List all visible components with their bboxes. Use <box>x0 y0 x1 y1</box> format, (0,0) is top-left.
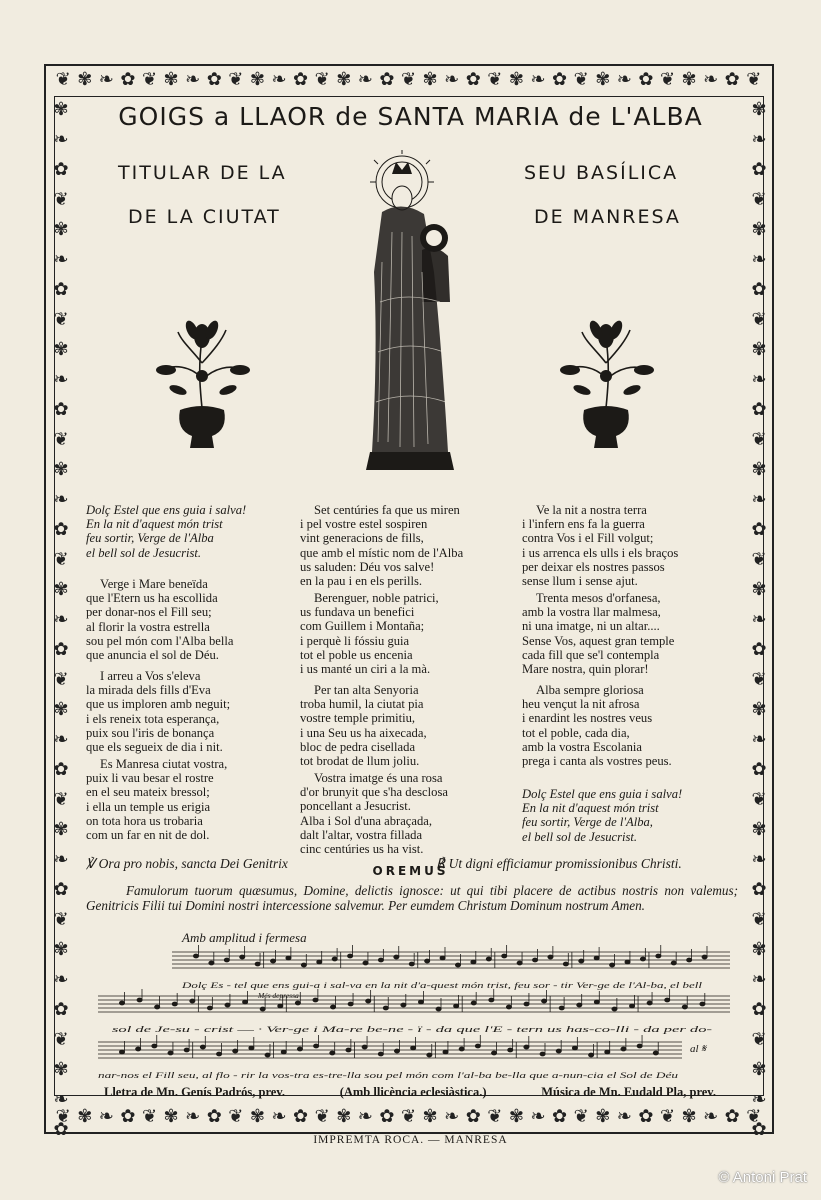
verse-line: i enardint les nostres veus <box>522 711 653 726</box>
note-head <box>172 1002 177 1006</box>
verse-line: us saluden: Déu vos salve! <box>300 559 435 574</box>
verse-line: sense llum i sense ajut. <box>522 574 638 589</box>
verse-line: tot el poble, cada dia, <box>522 725 630 740</box>
note-head <box>278 1004 283 1008</box>
note-head <box>508 1048 513 1052</box>
note-head <box>671 961 676 965</box>
note-head <box>471 1001 476 1005</box>
note-head <box>260 1007 265 1011</box>
note-head <box>209 961 214 965</box>
subtitle-left-2: DE LA CIUTAT <box>128 206 281 228</box>
verse-line: ni una imatge, ni un altar.... <box>522 619 660 634</box>
lyricist-credit: Lletra de Mn. Genís Padrós, prev. <box>104 1085 286 1099</box>
verse-line: que us imploren amb neguit; <box>86 697 231 712</box>
copyright-watermark: © Antoni Prat <box>718 1169 807 1186</box>
verse-line: on tota hora us trobaria <box>86 813 203 828</box>
dal-segno-marking: al 𝄋 <box>690 1043 707 1055</box>
note-head <box>594 956 599 960</box>
prayer-text: Famulorum tuorum quæsumus, Domine, delictis ignosce: ut qui tibi placere de actibus nostris non valemus; Genitricis Filii tui Domini nostri intercessione salvemur. Per eumdem Christum Dominum nostrum Amen. <box>86 883 738 913</box>
note-head <box>207 1006 212 1010</box>
note-head <box>297 1047 302 1051</box>
note-head <box>459 1047 464 1051</box>
lyrics-line-3: nar-nos el Fill seu, al flo - rir la vos-tra es-tre-lla sou pel món com l'al-ba be-lla que a-nun-cia el Sol de Déu <box>98 1071 678 1080</box>
bottom-ornament-band: ❦ ✾ ❧ ✿ ❦ ✾ ❧ ✿ ❦ ✾ ❧ ✿ ❦ ✾ ❧ ✿ ❦ ✾ ❧ ✿ ❦ ✾ ❧ ✿ ❦ ✾ ❧ ✿ ❦ ✾ ❧ ✿ ❦ <box>55 1106 763 1126</box>
verse-line: que anuncia el sol de Déu. <box>86 648 219 663</box>
note-head <box>542 999 547 1003</box>
verse-line: Es Manresa ciutat vostra, <box>100 757 228 771</box>
note-head <box>443 1050 448 1054</box>
note-head <box>265 1053 270 1057</box>
note-head <box>579 959 584 963</box>
verse-line: us fundava un benefici <box>300 605 415 620</box>
note-head <box>394 955 399 959</box>
verse-line: Vostra imatge és una rosa <box>314 771 443 785</box>
verse-line: prega i canta als vostres peus. <box>522 754 672 769</box>
left-ornament-band: ✾❧✿❦✾❧✿❦✾❧✿❦✾❧✿❦✾❧✿❦✾❧✿❦✾❧✿❦✾❧✿❦✾❧✿ <box>53 99 69 1139</box>
note-head <box>594 1000 599 1004</box>
madonna-and-child-image <box>352 152 470 472</box>
note-head <box>418 1000 423 1004</box>
note-head <box>193 954 198 958</box>
note-head <box>612 1007 617 1011</box>
note-head <box>137 998 142 1002</box>
verse-line: tot el poble us encenia <box>300 647 413 662</box>
verse-line: que els segueix de dia i nit. <box>86 740 223 755</box>
note-head <box>330 1005 335 1009</box>
note-head <box>255 962 260 966</box>
stanza <box>86 577 233 662</box>
note-head <box>665 998 670 1002</box>
note-head <box>394 1049 399 1053</box>
note-head <box>563 962 568 966</box>
note-head <box>702 955 707 959</box>
stanza <box>522 591 674 676</box>
verse-line: Berenguer, noble patrici, <box>314 591 439 605</box>
note-head <box>346 1048 351 1052</box>
note-head <box>233 1049 238 1053</box>
verse-line: en el seu mateix bressol; <box>86 785 210 800</box>
sheet-music <box>90 930 730 1084</box>
note-head <box>625 960 630 964</box>
note-head <box>240 955 245 959</box>
note-head <box>548 955 553 959</box>
verse-line: com un far en nit de dol. <box>86 828 210 843</box>
versicle: ℣ Ora pro nobis, sancta Dei Genitrix <box>86 856 288 871</box>
note-head <box>605 1050 610 1054</box>
stanza <box>300 503 463 588</box>
lyrics-line-2: sol de Je-su - crist ― · Ver-ge i Ma-re be-ne - ï - da que l'E - tern us has-co-lli - da per do- <box>112 1025 713 1034</box>
verse-line: Dolç Estel que ens guia i salva! <box>86 503 247 517</box>
verse-line: feu sortir, Verge de l'Alba, <box>522 815 653 830</box>
subtitle-right-2: DE MANRESA <box>534 206 681 228</box>
stanza <box>522 787 682 844</box>
note-head <box>401 1003 406 1007</box>
top-ornament-band: ❦ ✾ ❧ ✿ ❦ ✾ ❧ ✿ ❦ ✾ ❧ ✿ ❦ ✾ ❧ ✿ ❦ ✾ ❧ ✿ ❦ ✾ ❧ ✿ ❦ ✾ ❧ ✿ ❦ ✾ ❧ ✿ ❦ <box>55 69 763 89</box>
verse-line: puix li vau besar el rostre <box>86 771 214 786</box>
note-head <box>362 1045 367 1049</box>
verse-line: Ve la nit a nostra terra <box>536 503 647 517</box>
note-head <box>317 960 322 964</box>
verse-line: En la nit d'aquest món trist <box>522 801 659 816</box>
note-head <box>425 959 430 963</box>
verse-line: sou pel món com l'Alba bella <box>86 633 234 648</box>
stanza <box>522 503 678 588</box>
verse-line: cada fill que se'l contempla <box>522 647 660 662</box>
verse-line: la mirada dels fills d'Eva <box>86 683 211 698</box>
verse-line: i una Seu us ha aixecada, <box>300 725 427 740</box>
note-head <box>270 959 275 963</box>
note-head <box>363 961 368 965</box>
stanza <box>86 669 230 754</box>
note-head <box>313 998 318 1002</box>
note-head <box>243 1000 248 1004</box>
note-head <box>524 1002 529 1006</box>
verse-line: feu sortir, Verge de l'Alba <box>86 531 214 546</box>
stanza <box>300 771 448 856</box>
note-head <box>491 1051 496 1055</box>
stanza <box>300 591 439 676</box>
note-head <box>532 958 537 962</box>
note-head <box>119 1001 124 1005</box>
stanza <box>86 503 246 560</box>
oremus-heading: OREMUS <box>372 864 449 878</box>
lyrics-line-1: Dolç Es - tel que ens gui-a i sal-va en la nit d'a-quest món trist, feu sor - tir Ver-ge de l'Al-ba, el bell <box>180 981 704 990</box>
note-head <box>610 963 615 967</box>
tempo-change-marking: Més depressa <box>258 991 299 1000</box>
verse-line: i l'infern ens fa la guerra <box>522 517 645 532</box>
note-head <box>348 954 353 958</box>
verse-line: al florir la vostra estrella <box>86 619 210 634</box>
verse-line: contra Vos i el Fill volgut; <box>522 531 654 546</box>
verse-line: cinc centúries us ha vist. <box>300 842 424 857</box>
note-head <box>224 958 229 962</box>
note-head <box>440 956 445 960</box>
verse-line: d'or brunyit que s'ha desclosa <box>300 785 448 800</box>
verse-line: Dolç Estel que ens guia i salva! <box>522 787 683 801</box>
verse-line: amb la vostra Escolania <box>522 739 642 754</box>
note-head <box>589 1053 594 1057</box>
verse-line: el bell sol de Jesucrist. <box>522 829 638 844</box>
note-head <box>383 1006 388 1010</box>
note-head <box>332 957 337 961</box>
verse-line: amb la vostra llar malmesa, <box>522 605 661 620</box>
verse-line: Set centúries fa que us miren <box>314 503 460 517</box>
note-head <box>486 957 491 961</box>
flower-vase-right-icon <box>556 318 656 456</box>
note-head <box>286 956 291 960</box>
note-head <box>249 1046 254 1050</box>
verse-line: el bell sol de Jesucrist. <box>86 545 202 560</box>
note-head <box>629 1004 634 1008</box>
note-head <box>119 1050 124 1054</box>
note-head <box>295 1001 300 1005</box>
credits <box>104 1085 716 1100</box>
verse-line: i ella un temple us erigia <box>86 799 211 814</box>
note-head <box>621 1047 626 1051</box>
verse-line: que amb el místic nom de l'Alba <box>300 545 464 560</box>
verse-line: vostre temple primitiu, <box>300 711 416 726</box>
note-head <box>577 1003 582 1007</box>
note-head <box>637 1044 642 1048</box>
verse-line: En la nit d'aquest món trist <box>86 517 223 532</box>
note-head <box>411 1046 416 1050</box>
verse-line: i els reneix tota esperança, <box>86 711 220 726</box>
note-head <box>656 954 661 958</box>
note-head <box>559 1006 564 1010</box>
note-head <box>216 1052 221 1056</box>
note-head <box>540 1052 545 1056</box>
note-head <box>572 1046 577 1050</box>
right-ornament-band: ✾❧✿❦✾❧✿❦✾❧✿❦✾❧✿❦✾❧✿❦✾❧✿❦✾❧✿❦✾❧✿❦✾❧✿ <box>751 99 767 1139</box>
verse-line: Mare nostra, quin plorar! <box>522 662 649 677</box>
note-head <box>682 1005 687 1009</box>
note-head <box>155 1005 160 1009</box>
note-head <box>409 962 414 966</box>
note-head <box>687 958 692 962</box>
note-head <box>314 1044 319 1048</box>
note-head <box>301 963 306 967</box>
note-head <box>700 1002 705 1006</box>
note-head <box>152 1044 157 1048</box>
note-head <box>366 999 371 1003</box>
verses-area <box>86 503 736 857</box>
tempo-marking: Amb amplitud i fermesa <box>182 930 307 945</box>
note-head <box>225 1003 230 1007</box>
stanza <box>522 683 672 768</box>
note-head <box>640 957 645 961</box>
note-head <box>653 1051 658 1055</box>
verse-line: i us arrenca els ulls i els braços <box>522 545 679 560</box>
verse-line: i pel vostre estel sospiren <box>300 517 428 532</box>
note-head <box>455 963 460 967</box>
verse-line: Alba sempre gloriosa <box>536 683 644 697</box>
verse-line: heu vençut la nit afrosa <box>522 697 640 712</box>
response: ℟ Ut digni efficiamur promissionibus Christi. <box>436 856 682 871</box>
note-head <box>471 960 476 964</box>
flower-vase-left-icon <box>152 318 252 456</box>
note-head <box>378 1052 383 1056</box>
note-head <box>454 1004 459 1008</box>
verse-line: troba humil, la ciutat pia <box>300 697 424 712</box>
verse-line: com Guillem i Montaña; <box>300 619 425 634</box>
verse-line: per deixar els nostres passos <box>522 559 665 574</box>
verse-line: que l'Etern us ha escollida <box>86 591 218 606</box>
printer-imprint: IMPREMTA ROCA. — MANRESA <box>313 1134 508 1146</box>
note-head <box>190 999 195 1003</box>
note-head <box>524 1045 529 1049</box>
approval-note: (Amb llicència eclesiàstica.) <box>339 1085 487 1099</box>
note-head <box>168 1051 173 1055</box>
verse-line: poncellant a Jesucrist. <box>300 799 411 814</box>
stanza <box>300 683 427 768</box>
note-head <box>200 1045 205 1049</box>
verse-line: en la pau i en els perills. <box>300 574 423 589</box>
verse-line: i perquè li fóssiu guia <box>300 633 410 648</box>
subtitle-left-1: TITULAR DE LA <box>118 162 287 184</box>
verse-line: per donar-nos el Fill seu; <box>86 605 212 620</box>
note-head <box>378 958 383 962</box>
verse-line: Trenta mesos d'orfanesa, <box>536 591 661 605</box>
verse-line: vint generacions de fills, <box>300 531 424 546</box>
verse-line: Verge i Mare beneïda <box>100 577 208 591</box>
verse-line: Alba i Sol d'una abraçada, <box>300 813 433 828</box>
composer-credit: Música de Mn. Eudald Pla, prev. <box>541 1085 716 1099</box>
verse-line: i us manté un ciri a la mà. <box>300 662 431 677</box>
verse-line: dalt l'altar, vostra fillada <box>300 827 423 842</box>
note-head <box>330 1051 335 1055</box>
note-head <box>475 1044 480 1048</box>
note-head <box>556 1049 561 1053</box>
note-head <box>184 1048 189 1052</box>
note-head <box>647 1001 652 1005</box>
verse-line: puix sou l'iris de bonança <box>86 725 215 740</box>
note-head <box>506 1005 511 1009</box>
note-head <box>517 961 522 965</box>
note-head <box>489 998 494 1002</box>
verse-line: I arreu a Vos s'eleva <box>100 669 201 683</box>
stanza <box>86 757 227 842</box>
note-head <box>281 1050 286 1054</box>
note-head <box>348 1002 353 1006</box>
subtitle-right-1: SEU BASÍLICA <box>524 162 679 184</box>
note-head <box>136 1047 141 1051</box>
note-head <box>436 1007 441 1011</box>
page-title: GOIGS a LLAOR de SANTA MARIA de L'ALBA <box>118 102 703 131</box>
verse-line: Per tan alta Senyoria <box>314 683 419 697</box>
note-head <box>502 954 507 958</box>
verse-line: Sense Vos, aquest gran temple <box>522 633 675 648</box>
note-head <box>427 1053 432 1057</box>
verse-line: bloc de pedra cisellada <box>300 739 416 754</box>
verse-line: tot brodat de llum joliu. <box>300 754 420 769</box>
